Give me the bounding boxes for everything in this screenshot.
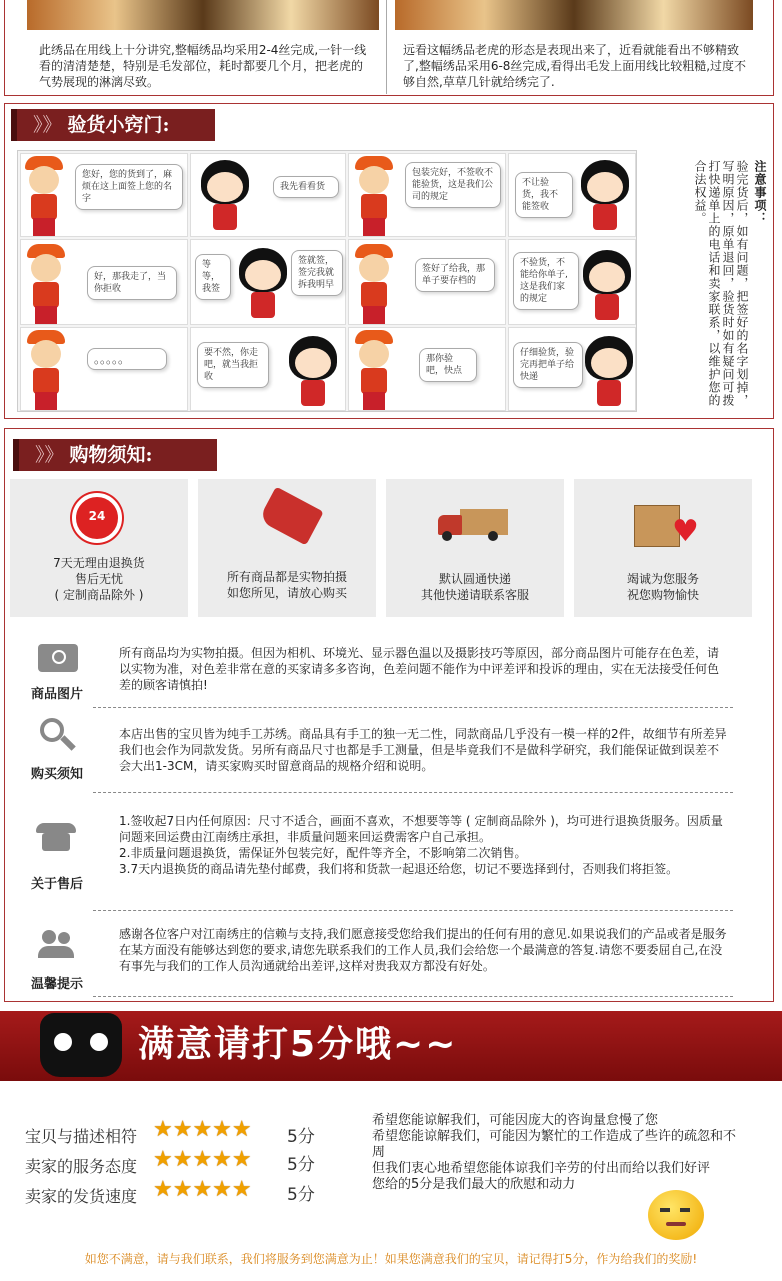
speech-bubble: 等等，我签	[195, 254, 231, 300]
speech-bubble: 。。。。。	[87, 348, 167, 370]
rating-label: 卖家的发货速度	[25, 1187, 138, 1206]
note-body: 验完货后，如有问题，把签好的名字划掉，写明原因，原单退回，验货时如有疑问可拨打快递单上的电话和卖家联系，以维护您的合法权益。	[693, 160, 749, 407]
star-rating: ★★★★★	[153, 1177, 252, 1202]
inspection-section	[4, 103, 774, 419]
row-label: 商品图片	[30, 687, 83, 702]
speech-bubble: 您好，您的货到了，麻烦在这上面签上您的名字	[75, 164, 183, 210]
shopping-header	[13, 439, 217, 471]
inspection-title: 验货小窍门:	[67, 114, 170, 136]
rating-label: 卖家的服务态度	[25, 1157, 138, 1176]
comic-cell	[190, 153, 346, 237]
chevron-icon: 》》	[35, 444, 64, 466]
fine-embroidery-text: 此绣品在用线上十分讲究,整幅绣品均采用2-4丝完成,一针一线看的清清楚楚，特别是毛发部位，耗时都要几个月，把老虎的气势展现的淋漓尽致。	[39, 43, 367, 89]
feature-line: 默认圆通快递	[438, 572, 511, 586]
feature-line: 如您所见，请放心购买	[226, 586, 347, 600]
rating-score: 5分	[287, 1127, 315, 1147]
shopping-title: 购物须知:	[69, 444, 153, 466]
comic-cell	[190, 327, 346, 411]
feature-real-photo	[198, 479, 376, 617]
speech-bubble: 不验货，不能给你单子,这是我们家的规定	[513, 252, 579, 310]
inspection-note	[645, 156, 771, 414]
comic-cell	[20, 239, 188, 325]
rating-score: 5分	[287, 1185, 315, 1205]
comic-cell	[508, 239, 636, 325]
divider	[93, 792, 733, 793]
coarse-embroidery-text: 远看这幅绣品老虎的形态是表现出来了，近看就能看出不够精致了,整幅绣品采用6-8丝完成,看得出毛发上面用线比较粗糙,过度不够自然,草草几针就给绣完了.	[403, 43, 747, 89]
speech-bubble: 仔细验货，验完再把单子给快递	[513, 342, 583, 388]
divider	[93, 707, 733, 708]
feature-line: 7天无理由退换货	[53, 556, 145, 570]
feature-line: 竭诚为您服务	[626, 572, 699, 586]
coarse-embroidery-image	[395, 0, 753, 30]
comic-cell	[508, 327, 636, 411]
emoji-face-icon	[648, 1190, 704, 1240]
comic-grid	[17, 150, 637, 412]
star-rating: ★★★★★	[153, 1117, 252, 1142]
comic-cell	[20, 327, 188, 411]
speech-bubble: 签就签，签完我就拆我明早	[291, 250, 343, 296]
footer-note: 如您不满意，请与我们联系，我们将服务到您满意为止！如果您满意我们的宝贝，请记得打5分，作为给我们的奖励!	[84, 1252, 698, 1266]
speech-bubble: 好，那我走了，当你拒收	[87, 266, 177, 300]
chevron-icon: 》》	[33, 114, 62, 136]
row-label: 关于售后	[30, 877, 83, 892]
rating-score: 5分	[287, 1155, 315, 1175]
magnifier-icon	[38, 716, 78, 756]
comic-cell	[190, 239, 346, 325]
star-rating: ★★★★★	[153, 1147, 252, 1172]
clock-24-label: 24	[88, 509, 106, 523]
speech-bubble: 包装完好，不签收不能验货，这是我们公司的规定	[405, 162, 501, 208]
speech-bubble: 要不然，你走吧，就当我拒收	[197, 342, 269, 388]
row-label: 温馨提示	[30, 977, 83, 992]
divider	[93, 996, 733, 997]
feature-line: ( 定制商品除外 )	[54, 588, 144, 602]
tmall-cat-icon	[40, 1013, 122, 1077]
speech-bubble: 那你验吧，快点	[419, 348, 477, 382]
row-label: 购买须知	[30, 767, 83, 782]
note-title: 注意事项：	[753, 160, 767, 225]
comic-cell	[348, 239, 506, 325]
people-icon	[38, 930, 78, 958]
comparison-panel	[4, 0, 774, 96]
comic-cell	[20, 153, 188, 237]
fine-embroidery-image	[27, 0, 379, 30]
speech-bubble: 签好了给我，那单子要存档的	[415, 258, 495, 292]
heart-icon: ♥	[672, 514, 699, 549]
divider	[386, 0, 387, 94]
row-text: 所有商品均为实物拍摄。但因为相机、环境光、显示器色温以及摄影技巧等原因，部分商品图片可能存在色差，请以实物为准，对色差非常在意的买家请多多咨询，色差问题不能作为中评差评和投诉的理由，实在无法接受任何色差的顾客请慎拍!	[119, 646, 720, 692]
rating-banner	[0, 1011, 782, 1081]
row-text: 本店出售的宝贝皆为纯手工苏绣。商品具有手工的独一无二性，同款商品几乎没有一模一样的2件，故细节有所差异我们也会作为同款发货。另所有商品尺寸也都是手工测量，但是毕竟我们不是做科学研究，我们能保证做到误差不会大出1-3CM，请买家购买时留意商品的规格介绍和说明。	[119, 727, 727, 773]
row-text: 感谢各位客户对江南绣庄的信赖与支持,我们愿意接受您给我们提出的任何有用的意见.如果说我们的产品或者是服务在某方面没有能够达到您的要求,请您先联系我们的工作人员,我们会给您一个最满意的答复.请您不要委屈自己,在没有事先与我们的工作人员沟通就给出差评,这样对贵我双方都没有好处。	[119, 927, 727, 973]
feature-line: 祝您购物愉快	[626, 588, 699, 602]
feature-return	[10, 479, 188, 617]
telephone-icon	[36, 823, 76, 851]
feature-line: 其他快递请联系客服	[420, 588, 529, 602]
feature-delivery	[386, 479, 564, 617]
camera-icon	[38, 644, 78, 672]
comic-cell	[508, 153, 636, 237]
inspection-header	[11, 109, 215, 141]
row-text: 1.签收起7日内任何原因：尺寸不适合，画面不喜欢，不想要等等 ( 定制商品除外 )，均可进行退换货服务。因质量问题来回运费由江南绣庄承担，非质量问题来回运费需客户自己承担。 2.非质量问题退换货，需保证外包装完好，配件等齐全，不影响第二次销售。 3.7天内退换货的商品请先垫付邮费，我们将和货款一起退还给您，切记不要选择到付，否则我们将拒签。	[119, 814, 723, 876]
speech-bubble: 不让验货，我不能签收	[515, 172, 573, 218]
comic-cell	[348, 153, 506, 237]
feature-line: 所有商品都是实物拍摄	[226, 570, 347, 584]
thanks-message: 希望您能谅解我们，可能因庞大的咨询量怠慢了您 希望您能谅解我们，可能因为繁忙的工作造成了些许的疏忽和不周 但我们衷心地希望您能体谅我们辛劳的付出而给以我们好评 您给的5分是我们最大的欣慰和动力	[372, 1113, 737, 1192]
delivery-truck-icon	[438, 509, 508, 541]
feature-service	[574, 479, 752, 617]
comic-cell	[348, 327, 506, 411]
banner-title: 满意请打5分哦~~	[138, 1024, 458, 1065]
price-tag-icon	[258, 487, 324, 546]
divider	[93, 910, 733, 911]
feature-line: 售后无忧	[74, 572, 123, 586]
rating-label: 宝贝与描述相符	[25, 1127, 138, 1146]
speech-bubble: 我先看看货	[273, 176, 339, 198]
